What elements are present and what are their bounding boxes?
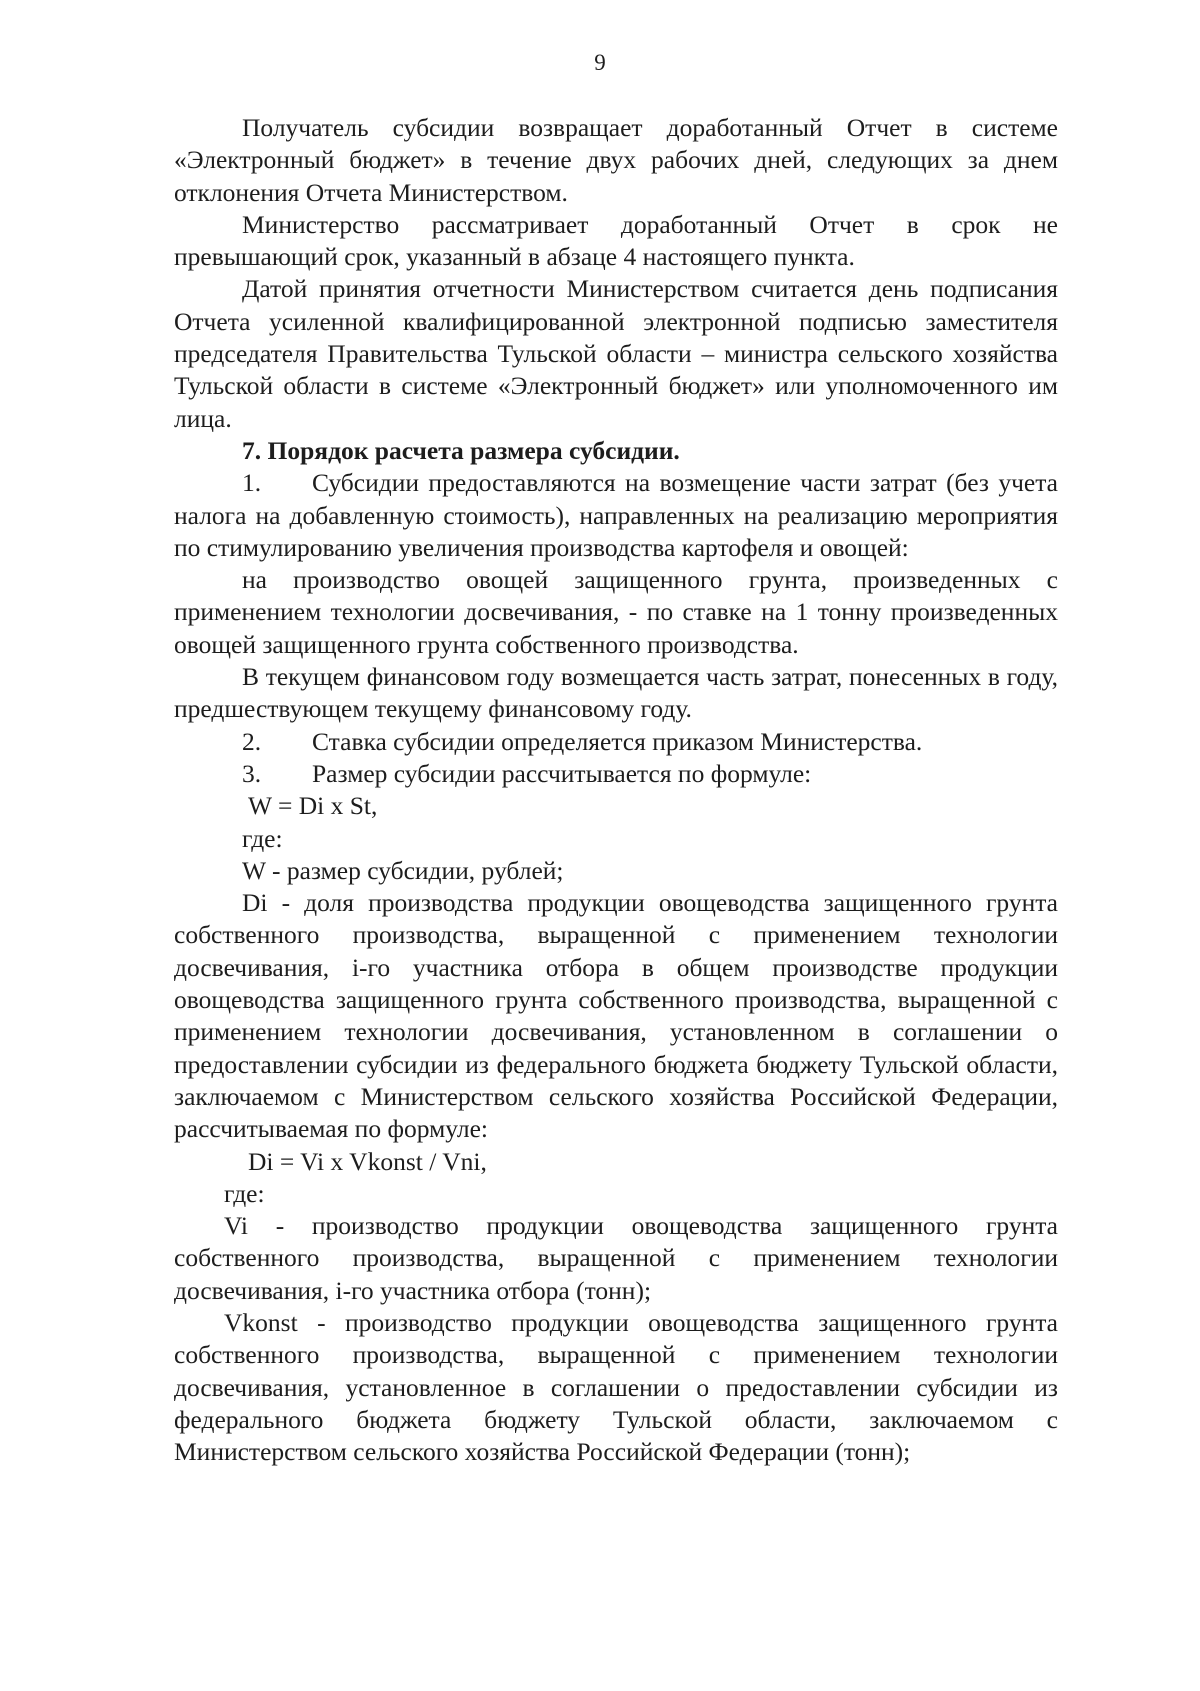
paragraph-report-review: Министерство рассматривает доработанный Отчет в срок не превышающий срок, указанный в абзаце 4 настоящего пункта. <box>174 209 1058 272</box>
item-1-subparagraph-2: В текущем финансовом году возмещается часть затрат, понесенных в году, предшествующем текущему финансовому году. <box>174 662 1058 724</box>
definition-vi: Vi - производство продукции овощеводства защищенного грунта собственного производства, выращенной с применением технологии досвечивания, i-го участника отбора (тонн); <box>174 1211 1058 1305</box>
item-1-subparagraph-1: на производство овощей защищенного грунта, произведенных с применением технологии досвечивания, - по ставке на 1 тонну произведенных овощей защищенного грунта собственного производства. <box>174 565 1058 659</box>
item-1 <box>174 467 1058 564</box>
item-3 <box>174 758 1058 790</box>
formula-w: W = Di x St, <box>248 791 378 821</box>
item-2-number: 2. <box>242 726 262 756</box>
item-2-text: Ставка субсидии определяется приказом Министерства. <box>312 726 923 756</box>
section-title: 7. Порядок расчета размера субсидии. <box>242 435 680 465</box>
page-number: 9 <box>594 50 606 75</box>
item-3-number: 3. <box>242 758 262 788</box>
item-3-text: Размер субсидии рассчитывается по формуле: <box>312 758 812 788</box>
item-2 <box>174 726 1058 758</box>
definition-di: Di - доля производства продукции овощеводства защищенного грунта собственного производства, выращенной с применением технологии досвечивания, i-го участника отбора в общем производстве продукции овощеводства защищенного грунта собственного производства, выращенной с применением технологии досвечивания, установленном в соглашении о предоставлении субсидии из федерального бюджета бюджету Тульской области, заключаемом с Министерством сельского хозяйства Российской Федерации, рассчитываемая по формуле: <box>174 888 1058 1144</box>
paragraph-report-return: Получатель субсидии возвращает доработанный Отчет в системе «Электронный бюджет» в течение двух рабочих дней, следующих за днем отклонения Отчета Министерством. <box>174 113 1058 207</box>
formula-di: Di = Vi x Vkonst / Vni, <box>248 1146 487 1176</box>
where-label-2: где: <box>224 1178 265 1208</box>
where-label-1: где: <box>242 823 283 853</box>
definition-w: W - размер субсидии, рублей; <box>242 855 564 885</box>
document-body <box>174 112 1058 1468</box>
definition-vkonst: Vkonst - производство продукции овощеводства защищенного грунта собственного производства, выращенной с применением технологии досвечивания, установленное в соглашении о предоставлении субсидии из федерального бюджета бюджету Тульской области, заключаемом с Министерством сельского хозяйства Российской Федерации (тонн); <box>174 1307 1058 1467</box>
item-1-number: 1. <box>242 468 262 498</box>
paragraph-acceptance-date: Датой принятия отчетности Министерством считается день подписания Отчета усиленной квалифицированной электронной подписью заместителя председателя Правительства Тульской области – министра сельского хозяйства Тульской области в системе «Электронный бюджет» или уполномоченного им лица. <box>174 274 1058 433</box>
item-1-text: Субсидии предоставляются на возмещение части затрат (без учета налога на добавленную стоимость), направленных на реализацию мероприятия по стимулированию увеличения производства картофеля и овощей: <box>174 468 1058 562</box>
